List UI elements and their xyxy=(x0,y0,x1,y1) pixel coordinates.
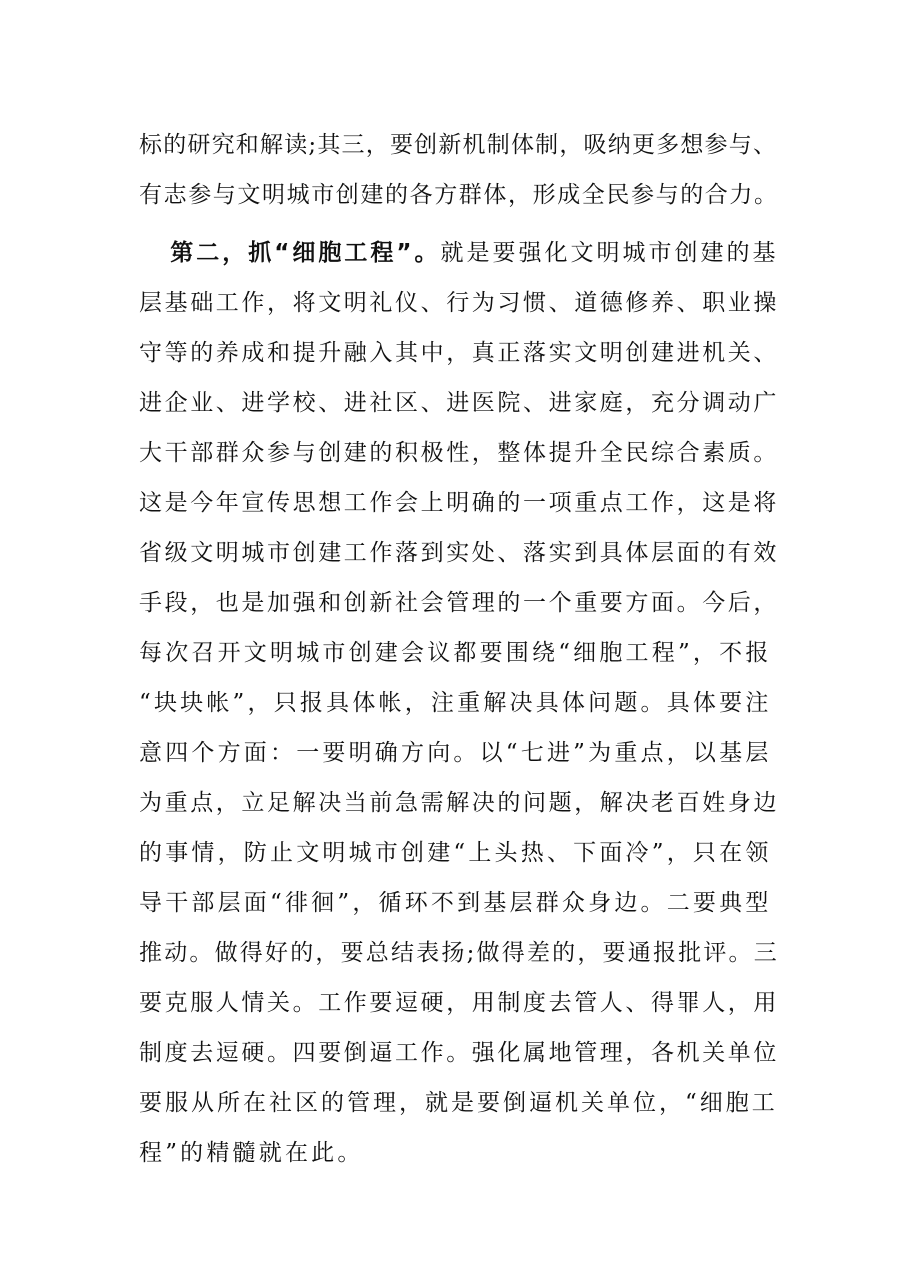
paragraph-line: 制度去逗硬。四要倒逼工作。强化属地管理，各机关单位 xyxy=(139,1040,779,1066)
paragraph-line: 大干部群众参与创建的积极性，整体提升全民综合素质。 xyxy=(139,440,779,466)
paragraph-first-line xyxy=(139,228,779,278)
paragraph-line: 省级文明城市创建工作落到实处、落实到具体层面的有效 xyxy=(139,540,779,566)
paragraph-line: 要服从所在社区的管理，就是要倒逼机关单位，“细胞工 xyxy=(139,1090,778,1116)
paragraph-line: 推动。做得好的，要总结表扬;做得差的，要通报批评。三 xyxy=(139,940,779,966)
paragraph-line: 为重点，立足解决当前急需解决的问题，解决老百姓身边 xyxy=(139,790,779,816)
paragraph-line: 进企业、进学校、进社区、进医院、进家庭，充分调动广 xyxy=(139,390,779,416)
paragraph-2 xyxy=(139,228,779,1178)
paragraph-line: 有志参与文明城市创建的各方群体，形成全民参与的合力。 xyxy=(139,182,779,208)
paragraph-line: 导干部层面“徘徊”，循环不到基层群众身边。二要典型 xyxy=(139,890,772,916)
paragraph-line: 手段，也是加强和创新社会管理的一个重要方面。今后， xyxy=(139,590,779,616)
paragraph-line: 层基础工作，将文明礼仪、行为习惯、道德修养、职业操 xyxy=(139,290,779,316)
paragraph-line: 意四个方面：一要明确方向。以“七进”为重点，以基层 xyxy=(139,740,772,766)
paragraph-line: 程”的精髓就在此。 xyxy=(139,1140,364,1166)
paragraph-line: 要克服人情关。工作要逗硬，用制度去管人、得罪人，用 xyxy=(139,990,779,1016)
paragraph-1 xyxy=(139,120,779,220)
paragraph-line: “块块帐”，只报具体帐，注重解决具体问题。具体要注 xyxy=(139,690,772,716)
paragraph-line: 的事情，防止文明城市创建“上头热、下面冷”，只在领 xyxy=(139,840,772,866)
paragraph-line: 每次召开文明城市创建会议都要围绕“细胞工程”，不报 xyxy=(139,640,772,666)
paragraph-line: 这是今年宣传思想工作会上明确的一项重点工作，这是将 xyxy=(139,490,779,516)
paragraph-line: 标的研究和解读;其三，要创新机制体制，吸纳更多想参与、 xyxy=(139,132,778,158)
paragraph-line-text: 就是要强化文明城市创建的基 xyxy=(440,240,779,266)
section-heading: 第二，抓“细胞工程”。 xyxy=(170,240,441,266)
paragraph-line: 守等的养成和提升融入其中，真正落实文明创建进机关、 xyxy=(139,340,779,366)
